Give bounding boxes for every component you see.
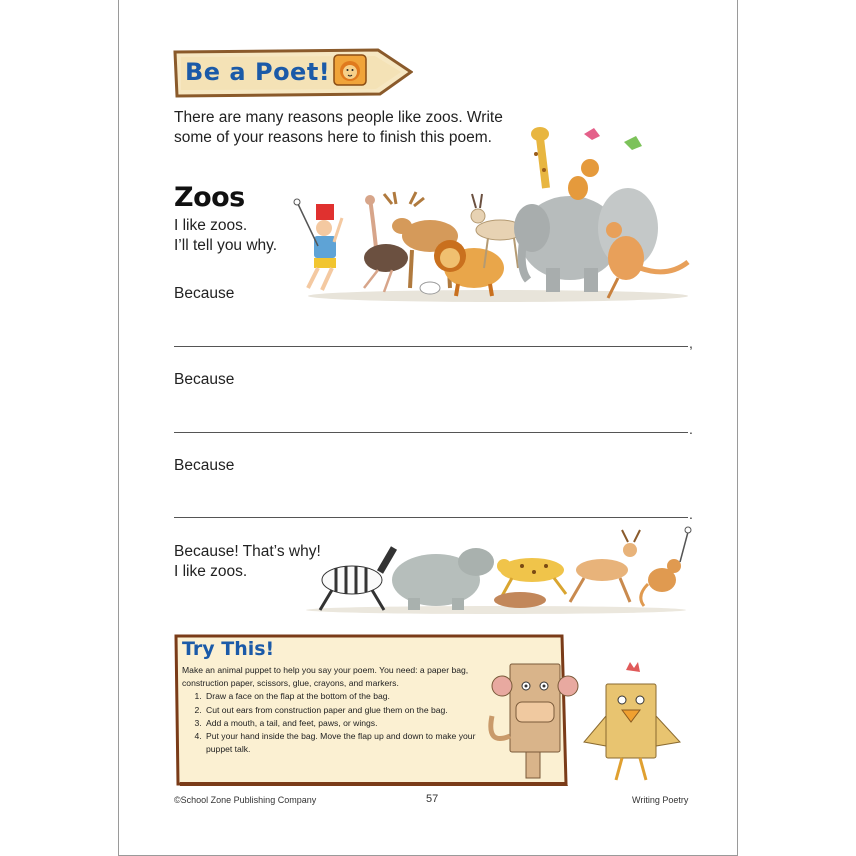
banner-title: Be a Poet! <box>185 58 331 86</box>
step-item: 3. Add a mouth, a tail, and feet, paws, or wings. <box>204 717 502 730</box>
lion-icon <box>333 54 367 86</box>
because-label-1: Because <box>174 285 235 302</box>
comma-2: . <box>689 421 693 437</box>
poem-ending-1: Because! That’s why! <box>174 543 321 560</box>
poem-title: Zoos <box>174 182 245 213</box>
running-animals-illustration <box>296 526 696 616</box>
comma-1: , <box>689 335 693 351</box>
try-this-title: Try This! <box>182 638 275 660</box>
footer-publisher: ©School Zone Publishing Company <box>174 795 317 805</box>
intro-text: There are many reasons people like zoos. Write some of your reasons here to finish this poem. <box>174 109 503 146</box>
page-number: 57 <box>426 793 439 805</box>
poem-line-1: I like zoos. <box>174 217 248 234</box>
answer-line-3[interactable] <box>174 517 688 518</box>
because-label-3: Because <box>174 457 235 474</box>
try-this-steps <box>182 690 502 756</box>
puppet-illustration <box>486 656 686 786</box>
zoo-parade-illustration <box>278 118 690 304</box>
try-this-intro: Make an animal puppet to help you say your poem. You need: a paper bag, construction paper, scissors, glue, crayons, and markers. <box>182 665 469 689</box>
try-this-instructions <box>182 664 502 756</box>
comma-3: . <box>689 506 693 522</box>
step-item: 2. Cut out ears from construction paper and glue them on the bag. <box>204 704 502 717</box>
banner <box>173 48 413 98</box>
step-item: 1. Draw a face on the flap at the bottom of the bag. <box>204 690 502 703</box>
step-item: 4. Put your hand inside the bag. Move the flap up and down to make your puppet talk. <box>204 730 502 756</box>
zookeeper-figure <box>294 199 342 290</box>
footer-section: Writing Poetry <box>632 795 689 805</box>
because-label-2: Because <box>174 371 235 388</box>
poem-ending-2: I like zoos. <box>174 563 248 580</box>
poem-line-2: I’ll tell you why. <box>174 237 278 254</box>
answer-line-2[interactable] <box>174 432 688 433</box>
answer-line-1[interactable] <box>174 346 688 347</box>
